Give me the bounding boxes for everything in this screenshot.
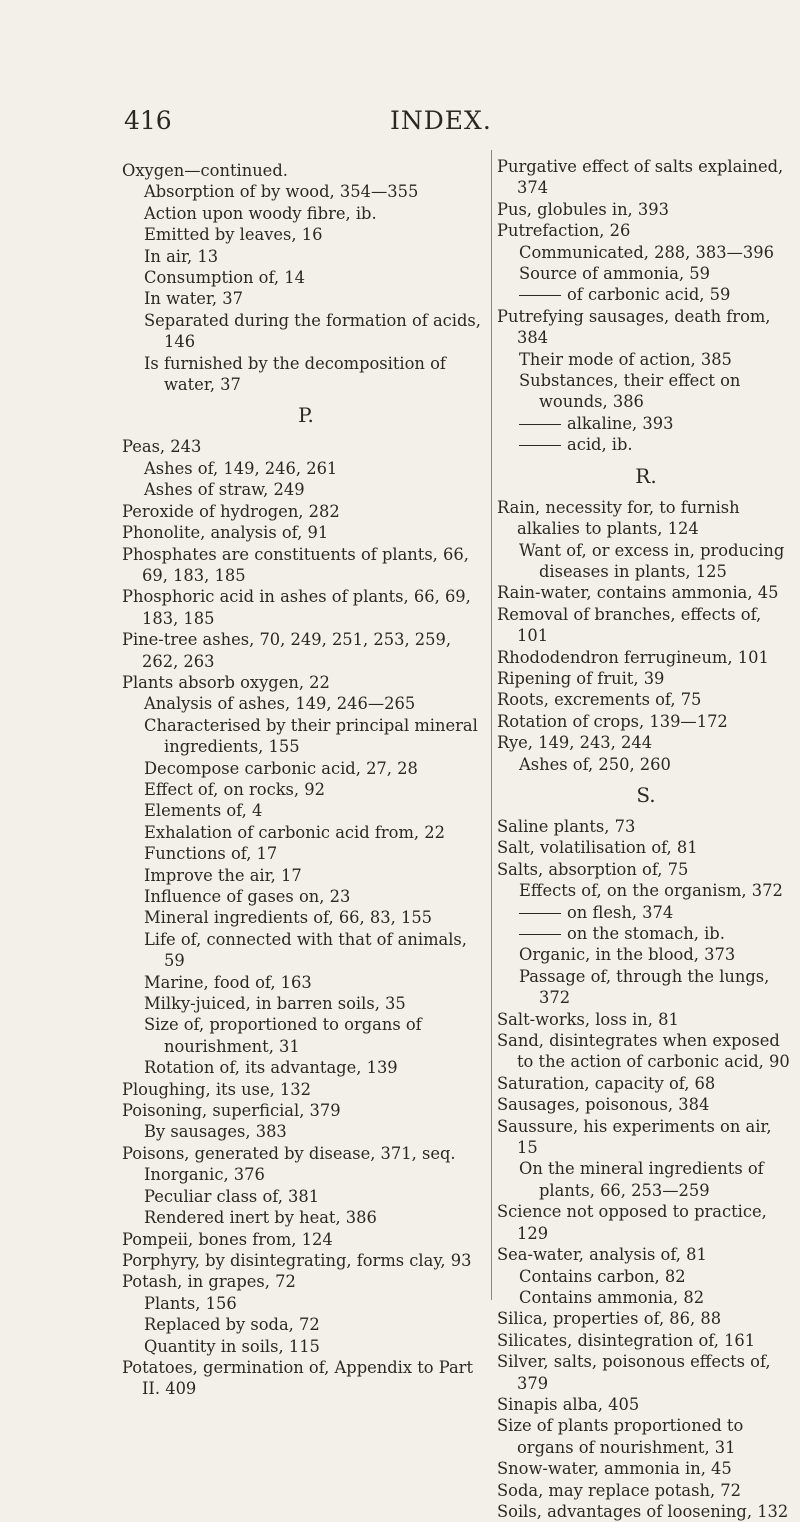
index-entry bbox=[497, 1244, 795, 1265]
entry-text: Communicated, 288, 383—396 bbox=[519, 242, 774, 262]
entry-text: of carbonic acid, 59 bbox=[567, 285, 731, 305]
index-subentry bbox=[497, 540, 795, 583]
index-entry bbox=[497, 1308, 795, 1329]
index-entry bbox=[497, 732, 795, 753]
index-subentry bbox=[122, 929, 490, 972]
entry-text: Salt-works, loss in, 81 bbox=[497, 1009, 679, 1029]
index-subentry bbox=[122, 800, 490, 821]
entry-text: Phonolite, analysis of, 91 bbox=[122, 523, 329, 543]
entry-text: Size of plants proportioned to organs of nourishment, 31 bbox=[497, 1416, 744, 1457]
index-entry bbox=[497, 156, 795, 199]
entry-text: Ashes of, 149, 246, 261 bbox=[144, 458, 338, 478]
index-subentry bbox=[122, 758, 490, 779]
index-entry bbox=[122, 544, 490, 587]
entry-text: Effects of, on the organism, 372 bbox=[519, 881, 783, 901]
page-header bbox=[0, 103, 800, 139]
index-entry bbox=[122, 1357, 490, 1400]
index-entry bbox=[497, 1116, 795, 1159]
index-entry bbox=[497, 1030, 795, 1073]
entry-text: Saline plants, 73 bbox=[497, 816, 636, 836]
index-subentry bbox=[122, 1336, 490, 1357]
entry-text: Potatoes, germination of, Appendix to Part II. 409 bbox=[122, 1357, 474, 1399]
entry-text: Want of, or excess in, producing diseases in plants, 125 bbox=[519, 540, 785, 581]
index-entry bbox=[497, 1073, 795, 1094]
index-subentry bbox=[122, 1207, 490, 1228]
index-subentry bbox=[497, 413, 795, 434]
index-subentry bbox=[122, 779, 490, 800]
entry-text: Oxygen—continued. bbox=[122, 161, 288, 180]
entry-text: Pus, globules in, 393 bbox=[497, 199, 669, 219]
index-entry bbox=[122, 522, 490, 543]
entry-text: Plants, 156 bbox=[144, 1293, 237, 1313]
index-subentry bbox=[497, 1158, 795, 1201]
index-subentry bbox=[122, 843, 490, 864]
entry-text: Peas, 243 bbox=[122, 437, 202, 457]
entry-text: Snow-water, ammonia in, 45 bbox=[497, 1459, 732, 1479]
index-subentry bbox=[122, 353, 490, 396]
ditto-dash bbox=[519, 934, 561, 935]
index-subentry bbox=[497, 1287, 795, 1308]
page-number: 416 bbox=[124, 106, 172, 135]
index-subentry bbox=[122, 479, 490, 500]
index-entry bbox=[497, 711, 795, 732]
entry-text: Exhalation of carbonic acid from, 22 bbox=[144, 822, 445, 842]
column-divider bbox=[491, 150, 492, 1300]
entry-text: Improve the air, 17 bbox=[144, 865, 302, 885]
ditto-dash bbox=[519, 913, 561, 914]
entry-text: Removal of branches, effects of, 101 bbox=[497, 604, 762, 646]
index-subentry bbox=[122, 907, 490, 928]
index-entry bbox=[497, 582, 795, 603]
entry-text: Rotation of crops, 139—172 bbox=[497, 711, 728, 731]
entry-text: Influence of gases on, 23 bbox=[144, 887, 351, 906]
entry-text: Mineral ingredients of, 66, 83, 155 bbox=[144, 908, 433, 928]
entry-text: Action upon woody fibre, ib. bbox=[144, 203, 377, 223]
entry-text: By sausages, 383 bbox=[144, 1122, 287, 1142]
index-entry bbox=[122, 629, 490, 672]
entry-text: Life of, connected with that of animals, 59 bbox=[144, 929, 467, 971]
ditto-dash bbox=[519, 445, 561, 446]
index-subentry bbox=[497, 284, 795, 305]
entry-text: Consumption of, 14 bbox=[144, 268, 305, 288]
entry-text: Saturation, capacity of, 68 bbox=[497, 1073, 716, 1093]
entry-text: Peculiar class of, 381 bbox=[144, 1186, 320, 1206]
entry-text: Pine-tree ashes, 70, 249, 251, 253, 259, 262, 263 bbox=[122, 630, 452, 671]
index-entry bbox=[122, 1079, 490, 1100]
index-entry bbox=[122, 1271, 490, 1292]
entry-text: Rain, necessity for, to furnish alkalies to plants, 124 bbox=[497, 497, 740, 539]
index-entry bbox=[497, 668, 795, 689]
entry-text: Sinapis alba, 405 bbox=[497, 1394, 640, 1414]
entry-text: acid, ib. bbox=[567, 435, 633, 455]
entry-text: Substances, their effect on wounds, 386 bbox=[519, 371, 741, 412]
entry-text: Science not opposed to practice, 129 bbox=[497, 1202, 767, 1243]
index-entry bbox=[497, 1330, 795, 1351]
entry-text: Sea-water, analysis of, 81 bbox=[497, 1245, 707, 1265]
entry-text: Salt, volatilisation of, 81 bbox=[497, 838, 698, 858]
index-subentry bbox=[122, 1293, 490, 1314]
entry-text: Rendered inert by heat, 386 bbox=[144, 1208, 377, 1228]
index-entry bbox=[122, 1100, 490, 1121]
index-subentry bbox=[122, 1057, 490, 1078]
index-entry bbox=[497, 816, 795, 837]
entry-text: Rotation of, its advantage, 139 bbox=[144, 1058, 398, 1078]
entry-text: Phosphoric acid in ashes of plants, 66, 69, 183, 185 bbox=[122, 587, 471, 628]
index-subentry bbox=[122, 865, 490, 886]
index-entry bbox=[497, 1201, 795, 1244]
entry-text: Phosphates are constituents of plants, 66, 69, 183, 185 bbox=[122, 544, 469, 585]
running-title: INDEX. bbox=[390, 106, 492, 135]
entry-text: Putrefying sausages, death from, 384 bbox=[497, 306, 771, 348]
index-subentry bbox=[122, 1186, 490, 1207]
index-entry bbox=[497, 306, 795, 349]
entry-text: Quantity in soils, 115 bbox=[144, 1336, 320, 1356]
index-subentry bbox=[122, 972, 490, 993]
index-entry bbox=[122, 586, 490, 629]
index-subentry bbox=[497, 902, 795, 923]
entry-text: Salts, absorption of, 75 bbox=[497, 859, 689, 879]
entry-text: In water, 37 bbox=[144, 289, 243, 309]
entry-text: Ploughing, its use, 132 bbox=[122, 1079, 312, 1099]
entry-text: on flesh, 374 bbox=[567, 902, 674, 922]
index-entry bbox=[497, 497, 795, 540]
index-entry bbox=[497, 604, 795, 647]
index-entry bbox=[497, 837, 795, 858]
entry-text: Marine, food of, 163 bbox=[144, 972, 312, 992]
index-subentry bbox=[122, 715, 490, 758]
entry-text: Emitted by leaves, 16 bbox=[144, 225, 323, 245]
index-entry bbox=[497, 220, 795, 241]
index-subentry bbox=[497, 880, 795, 901]
entry-text: Plants absorb oxygen, 22 bbox=[122, 672, 330, 692]
entry-text: Roots, excrements of, 75 bbox=[497, 690, 702, 710]
left-index-column bbox=[122, 160, 490, 1400]
entry-text: Separated during the formation of acids, 146 bbox=[144, 310, 481, 352]
index-subentry bbox=[122, 1164, 490, 1185]
right-index-column bbox=[497, 156, 795, 1522]
index-subentry bbox=[497, 754, 795, 775]
section-letter: P. bbox=[298, 403, 314, 428]
entry-text: Sausages, poisonous, 384 bbox=[497, 1095, 710, 1115]
entry-text: Potash, in grapes, 72 bbox=[122, 1272, 296, 1292]
entry-text: Ashes of, 250, 260 bbox=[519, 754, 671, 774]
entry-text: Silica, properties of, 86, 88 bbox=[497, 1309, 722, 1329]
entry-text: Analysis of ashes, 149, 246—265 bbox=[144, 694, 416, 714]
index-entry bbox=[497, 1351, 795, 1394]
entry-text: Silver, salts, poisonous effects of, 379 bbox=[497, 1352, 771, 1393]
entry-text: Pompeii, bones from, 124 bbox=[122, 1229, 333, 1249]
index-subentry bbox=[122, 1314, 490, 1335]
index-subentry bbox=[497, 1266, 795, 1287]
entry-text: Inorganic, 376 bbox=[144, 1165, 265, 1185]
entry-text: on the stomach, ib. bbox=[567, 924, 725, 943]
entry-text: Rain-water, contains ammonia, 45 bbox=[497, 583, 779, 603]
entry-text: alkaline, 393 bbox=[567, 413, 674, 433]
ditto-dash bbox=[519, 424, 561, 425]
index-subentry bbox=[497, 923, 795, 944]
entry-text: Characterised by their principal mineral ingredients, 155 bbox=[144, 715, 478, 757]
index-entry bbox=[497, 1480, 795, 1501]
index-subentry bbox=[122, 288, 490, 309]
index-subentry bbox=[122, 822, 490, 843]
entry-text: Contains ammonia, 82 bbox=[519, 1287, 705, 1307]
index-entry bbox=[122, 160, 490, 181]
index-subentry bbox=[497, 966, 795, 1009]
entry-text: Poisons, generated by disease, 371, seq. bbox=[122, 1143, 456, 1163]
ditto-dash bbox=[519, 295, 561, 296]
entry-text: Effect of, on rocks, 92 bbox=[144, 779, 325, 799]
index-subentry bbox=[122, 181, 490, 202]
entry-text: Saussure, his experiments on air, 15 bbox=[497, 1116, 772, 1158]
index-entry bbox=[122, 436, 490, 457]
section-letter: S. bbox=[636, 782, 656, 807]
index-entry bbox=[122, 501, 490, 522]
index-entry bbox=[497, 689, 795, 710]
entry-text: Elements of, 4 bbox=[144, 801, 263, 821]
entry-text: Rye, 149, 243, 244 bbox=[497, 733, 653, 753]
entry-text: Ashes of straw, 249 bbox=[144, 480, 305, 500]
entry-text: Absorption of by wood, 354—355 bbox=[144, 182, 419, 202]
index-subentry bbox=[497, 370, 795, 413]
index-entry bbox=[122, 1143, 490, 1164]
entry-text: Is furnished by the decomposition of water, 37 bbox=[144, 353, 446, 395]
entry-text: Soils, advantages of loosening, 132 bbox=[497, 1501, 789, 1521]
index-subentry bbox=[122, 310, 490, 353]
entry-text: In air, 13 bbox=[144, 246, 219, 266]
entry-text: Replaced by soda, 72 bbox=[144, 1315, 320, 1335]
index-subentry bbox=[122, 203, 490, 224]
entry-text: Rhododendron ferrugineum, 101 bbox=[497, 647, 769, 667]
entry-text: Passage of, through the lungs, 372 bbox=[519, 966, 770, 1008]
entry-text: Putrefaction, 26 bbox=[497, 221, 631, 241]
entry-text: Silicates, disintegration of, 161 bbox=[497, 1330, 756, 1350]
index-entry bbox=[497, 1009, 795, 1030]
entry-text: Contains carbon, 82 bbox=[519, 1266, 686, 1286]
entry-text: Peroxide of hydrogen, 282 bbox=[122, 501, 340, 521]
entry-text: Porphyry, by disintegrating, forms clay, 93 bbox=[122, 1250, 472, 1270]
entry-text: Functions of, 17 bbox=[144, 844, 278, 864]
index-entry bbox=[122, 1229, 490, 1250]
index-subentry bbox=[497, 944, 795, 965]
index-entry bbox=[122, 1250, 490, 1271]
section-letter: R. bbox=[635, 463, 657, 488]
entry-text: Poisoning, superficial, 379 bbox=[122, 1101, 341, 1121]
index-entry bbox=[122, 672, 490, 693]
index-entry bbox=[497, 1458, 795, 1479]
entry-text: Purgative effect of salts explained, 374 bbox=[497, 157, 784, 198]
entry-text: Soda, may replace potash, 72 bbox=[497, 1480, 742, 1500]
index-entry bbox=[497, 1394, 795, 1415]
entry-text: Ripening of fruit, 39 bbox=[497, 668, 665, 688]
index-subentry bbox=[497, 263, 795, 284]
index-entry bbox=[497, 859, 795, 880]
index-subentry bbox=[497, 434, 795, 455]
index-entry bbox=[497, 647, 795, 668]
index-subentry bbox=[122, 224, 490, 245]
index-subentry bbox=[122, 886, 490, 907]
entry-text: Milky-juiced, in barren soils, 35 bbox=[144, 994, 406, 1014]
entry-text: Sand, disintegrates when exposed to the action of carbonic acid, 90 bbox=[497, 1031, 790, 1072]
index-entry bbox=[497, 1415, 795, 1458]
index-subentry bbox=[122, 458, 490, 479]
entry-text: Decompose carbonic acid, 27, 28 bbox=[144, 758, 418, 778]
entry-text: Their mode of action, 385 bbox=[519, 349, 732, 369]
index-subentry bbox=[122, 1121, 490, 1142]
index-subentry bbox=[122, 993, 490, 1014]
index-subentry bbox=[497, 349, 795, 370]
index-subentry bbox=[122, 267, 490, 288]
index-subentry bbox=[122, 246, 490, 267]
entry-text: Organic, in the blood, 373 bbox=[519, 945, 736, 965]
index-subentry bbox=[122, 1014, 490, 1057]
index-entry bbox=[497, 199, 795, 220]
index-entry bbox=[497, 1094, 795, 1115]
index-subentry bbox=[497, 242, 795, 263]
index-entry bbox=[497, 1501, 795, 1522]
entry-text: Source of ammonia, 59 bbox=[519, 264, 711, 284]
entry-text: On the mineral ingredients of plants, 66, 253—259 bbox=[519, 1159, 764, 1200]
entry-text: Size of, proportioned to organs of nourishment, 31 bbox=[144, 1015, 422, 1056]
index-subentry bbox=[122, 693, 490, 714]
